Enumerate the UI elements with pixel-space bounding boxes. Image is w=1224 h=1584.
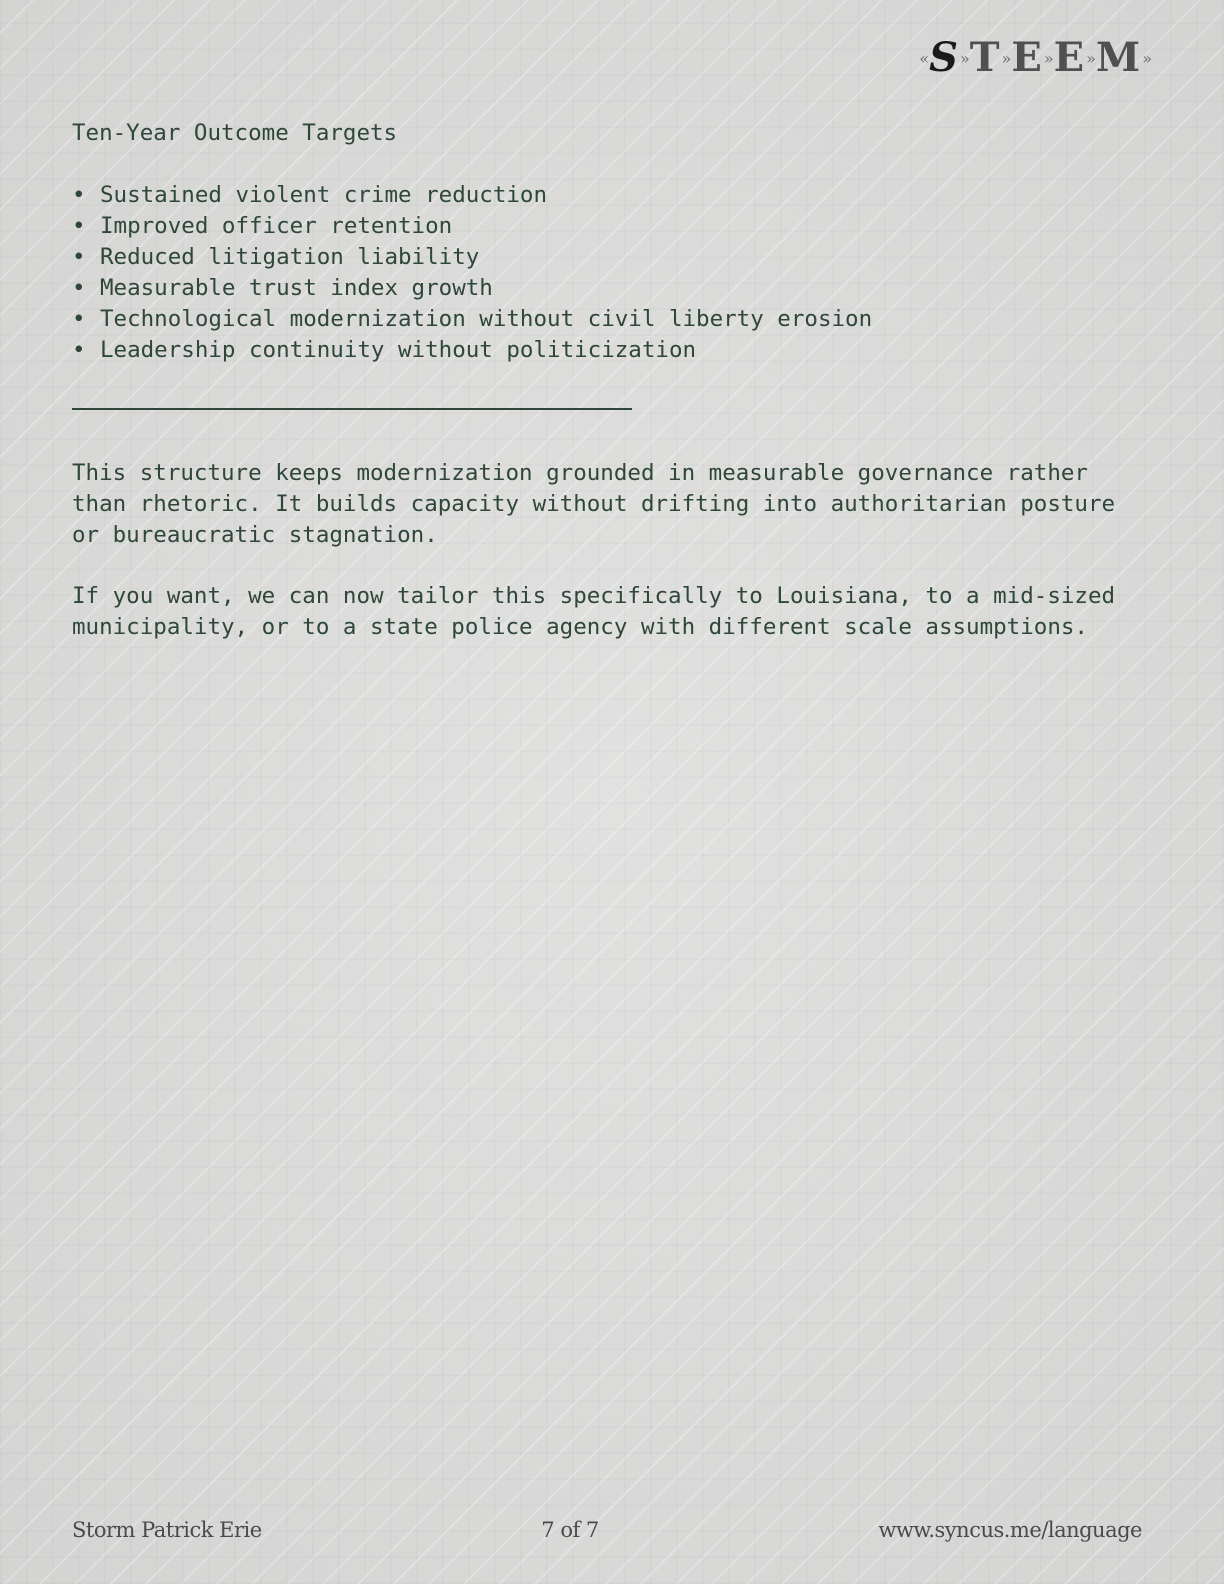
document-body (72, 118, 1152, 673)
footer-page-number: 7 of 7 (541, 1518, 599, 1542)
list-item-text: Leadership continuity without politicization (100, 337, 697, 363)
bullet-icon: • (72, 213, 86, 239)
outcome-targets-list (72, 180, 1152, 366)
list-item (72, 335, 1152, 366)
list-item (72, 242, 1152, 273)
logo-letter: T (969, 34, 1000, 81)
list-item (72, 211, 1152, 242)
section-heading: Ten-Year Outcome Targets (72, 120, 398, 146)
list-item-text: Reduced litigation liability (100, 244, 480, 270)
list-item (72, 180, 1152, 211)
logo-letter: M (1095, 34, 1141, 81)
bullet-icon: • (72, 244, 86, 270)
steem-logo: « S » T » E » E » M » (919, 34, 1150, 81)
list-item-text: Sustained violent crime reduction (100, 182, 548, 208)
footer-author: Storm Patrick Erie (72, 1518, 262, 1542)
bullet-icon: • (72, 182, 86, 208)
section-divider (72, 408, 632, 410)
page-footer (72, 1518, 1142, 1542)
offer-paragraph: If you want, we can now tailor this specifically to Louisiana, to a mid-sized municipality, or to a state police agency with different scale assumptions. (72, 583, 1116, 640)
bullet-icon: • (72, 306, 86, 332)
bullet-icon: • (72, 275, 86, 301)
summary-paragraph: This structure keeps modernization grounded in measurable governance rather than rhetoric. It builds capacity without drifting into authoritarian posture or bureaucratic stagnation. (72, 460, 1116, 548)
footer-url: www.syncus.me/language (878, 1518, 1142, 1542)
bullet-icon: • (72, 337, 86, 363)
list-item-text: Technological modernization without civil liberty erosion (100, 306, 873, 332)
logo-letter: E (1011, 34, 1042, 81)
list-item (72, 304, 1152, 335)
logo-letter: E (1053, 34, 1085, 81)
list-item (72, 273, 1152, 304)
list-item-text: Improved officer retention (100, 213, 453, 239)
list-item-text: Measurable trust index growth (100, 275, 493, 301)
logo-letter: S (929, 34, 958, 81)
